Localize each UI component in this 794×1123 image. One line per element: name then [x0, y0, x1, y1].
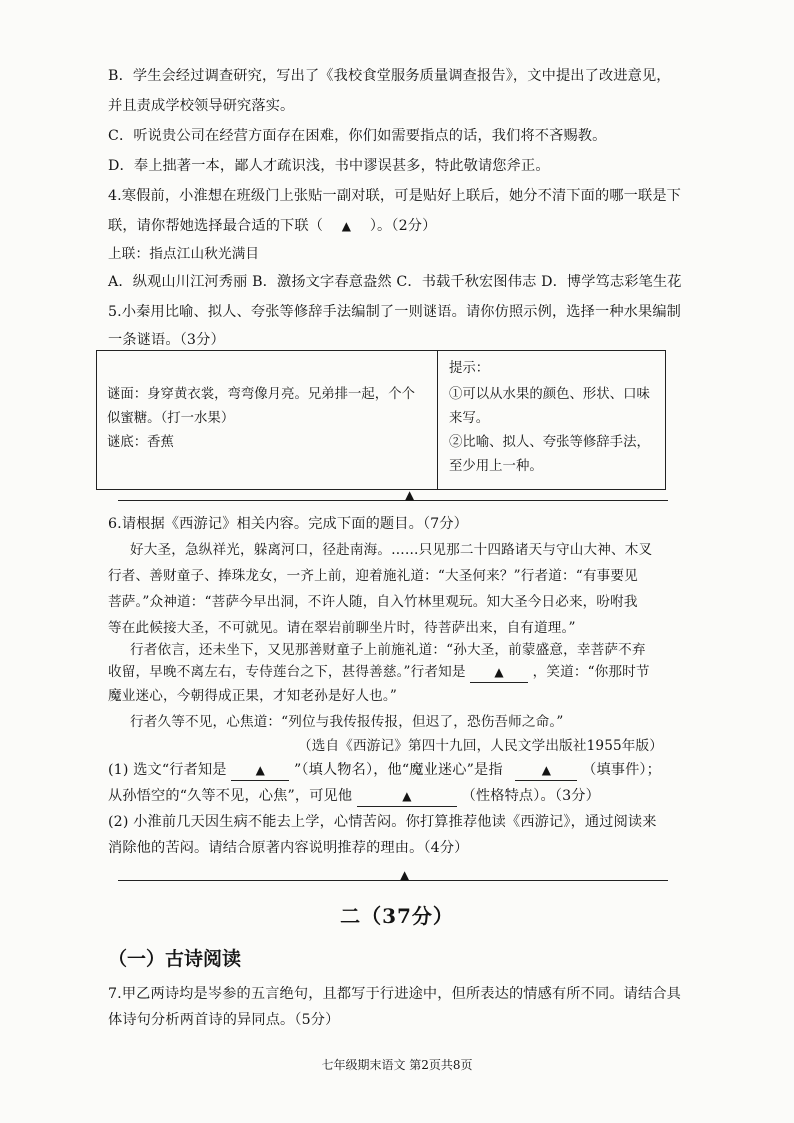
- answer-triangle-icon: ▲: [255, 763, 265, 777]
- event-blank[interactable]: [515, 760, 577, 781]
- q6-passage-text: ，笑道：“你那时节: [532, 664, 650, 680]
- q6-passage-text: 收留，早晚不离左右，专侍莲台之下，甚得善慈。”行者知是: [108, 664, 466, 680]
- answer-triangle-icon: ▲: [402, 789, 412, 803]
- q6-sub1-text: (1) 选文“行者知是: [108, 762, 227, 778]
- trait-blank[interactable]: [357, 786, 457, 807]
- q6-sub2-line1: (2) 小淮前几天因生病不能去上学，心情苦闷。你打算推荐他读《西游记》，通过阅读来: [108, 814, 657, 830]
- q4-line2-post: ）。（2分）: [369, 218, 437, 234]
- q6-passage-line: 菩萨。”众神道：“菩萨今早出洞，不许人随，自入竹林里观玩。知大圣今日必来，吩咐我: [108, 594, 638, 610]
- answer-line-q6[interactable]: [118, 880, 668, 881]
- answer-triangle-icon: ▲: [341, 219, 352, 233]
- q6-sub1-text: 从孙悟空的“久等不见，心焦”，可见他: [108, 788, 353, 804]
- q5-line1: 5.小秦用比喻、拟人、夸张等修辞手法编制了一则谜语。请你仿照示例，选择一种水果编制: [108, 304, 682, 320]
- q6-passage-line: [108, 662, 650, 683]
- riddle-line2: 似蜜糖。（打一水果）: [107, 411, 235, 426]
- riddle-example-box: [96, 350, 666, 490]
- q7-line1: 7.甲乙两诗均是岑参的五言绝句，且都写于行进途中，但所表达的情感有所不同。请结合具: [108, 986, 682, 1002]
- answer-triangle-icon: ▲: [400, 868, 410, 882]
- q4-line2-pre: 联，请你帮她选择最合适的下联（: [108, 218, 324, 234]
- box-divider: [437, 351, 438, 489]
- q5-line2: 一条谜语。（3分）: [108, 332, 225, 348]
- q6-passage-line: 好大圣，急纵祥光，躲离河口，径赴南海。……只见那二十四路诸天与守山大神、木叉: [130, 542, 653, 558]
- passage-blank: [470, 662, 528, 683]
- q6-sub1-text: （填事件）；: [582, 762, 662, 778]
- q6-sub2-line2: 消除他的苦闷。请结合原著内容说明推荐的理由。（4分）: [108, 840, 469, 856]
- hint1-line2: 来写。: [449, 411, 490, 426]
- riddle-line1: 谜面：身穿黄衣裳，弯弯像月亮。兄弟排一起，个个: [107, 387, 415, 402]
- page-footer: 七年级期末语文 第2页共8页: [321, 1058, 473, 1072]
- hint1-line1: ①可以从水果的颜色、形状、口味: [449, 387, 650, 402]
- q3-option-d: D．奉上拙著一本，鄙人才疏识浅，书中谬误甚多，特此敬请您斧正。: [108, 158, 550, 174]
- q6-sub1-text: （性格特点）。（3分）: [461, 788, 600, 804]
- q4-upper-couplet: 上联：指点江山秋光满目: [108, 246, 260, 262]
- q6-passage-line: 行者、善财童子、捧珠龙女，一齐上前，迎着施礼道：“大圣何来？”行者道：“有事要见: [108, 568, 638, 584]
- q6-source: （选自《西游记》第四十九回，人民文学出版社1955年版）: [298, 738, 664, 754]
- q4-options: A．纵观山川江河秀丽 B．激扬文字春意盎然 C．书载千秋宏图伟志 D．博学笃志彩笔生花: [108, 274, 682, 290]
- q6-passage-line: 行者依言，还未坐下，又见那善财童子上前施礼道：“孙大圣，前蒙盛意，幸菩萨不弃: [130, 642, 646, 658]
- answer-triangle-icon: ▲: [541, 763, 552, 777]
- q6-passage-line: 等在此候接大圣，不可就见。请在翠岩前聊坐片时，待菩萨出来，自有道理。”: [108, 620, 576, 636]
- q6-sub1-text: ”（填人物名），他“魔业迷心”是指: [293, 762, 503, 778]
- q6-passage-line: 魔业迷心，今朝得成正果，才知老孙是好人也。”: [108, 688, 397, 704]
- q3-option-b-line1: B．学生会经过调查研究，写出了《我校食堂服务质量调查报告》，文中提出了改进意见，: [108, 68, 671, 84]
- q6-sub1-line1: [108, 760, 661, 781]
- person-name-blank[interactable]: [231, 760, 289, 781]
- q7-line2: 体诗句分析两首诗的异同点。（5分）: [108, 1012, 340, 1028]
- hint2-line2: 至少用上一种。: [449, 459, 543, 474]
- section-title: 二（37分）: [340, 904, 454, 928]
- answer-triangle-icon: ▲: [494, 665, 504, 679]
- q6-passage-line: 行者久等不见，心焦道：“列位与我传报传报，但迟了，恐伤吾师之命。”: [130, 714, 564, 730]
- answer-triangle-icon: ▲: [405, 488, 415, 502]
- hint2-line1: ②比喻、拟人、夸张等修辞手法，: [449, 435, 650, 450]
- riddle-answer: 谜底：香蕉: [107, 435, 174, 450]
- answer-line-q5[interactable]: [118, 500, 668, 501]
- hint-title: 提示：: [449, 361, 490, 376]
- q4-line2: [108, 216, 436, 236]
- q6-heading: 6.请根据《西游记》相关内容。完成下面的题目。（7分）: [108, 516, 469, 532]
- subsection-title: （一）古诗阅读: [108, 948, 242, 970]
- q6-sub1-line2: [108, 786, 600, 807]
- q4-line1: 4.寒假前，小淮想在班级门上张贴一副对联，可是贴好上联后，她分不清下面的哪一联是下: [108, 188, 682, 204]
- q3-option-b-line2: 并且责成学校领导研究落实。: [108, 98, 295, 114]
- q3-option-c: C．听说贵公司在经营方面存在困难，你们如需要指点的话，我们将不吝赐教。: [108, 128, 607, 144]
